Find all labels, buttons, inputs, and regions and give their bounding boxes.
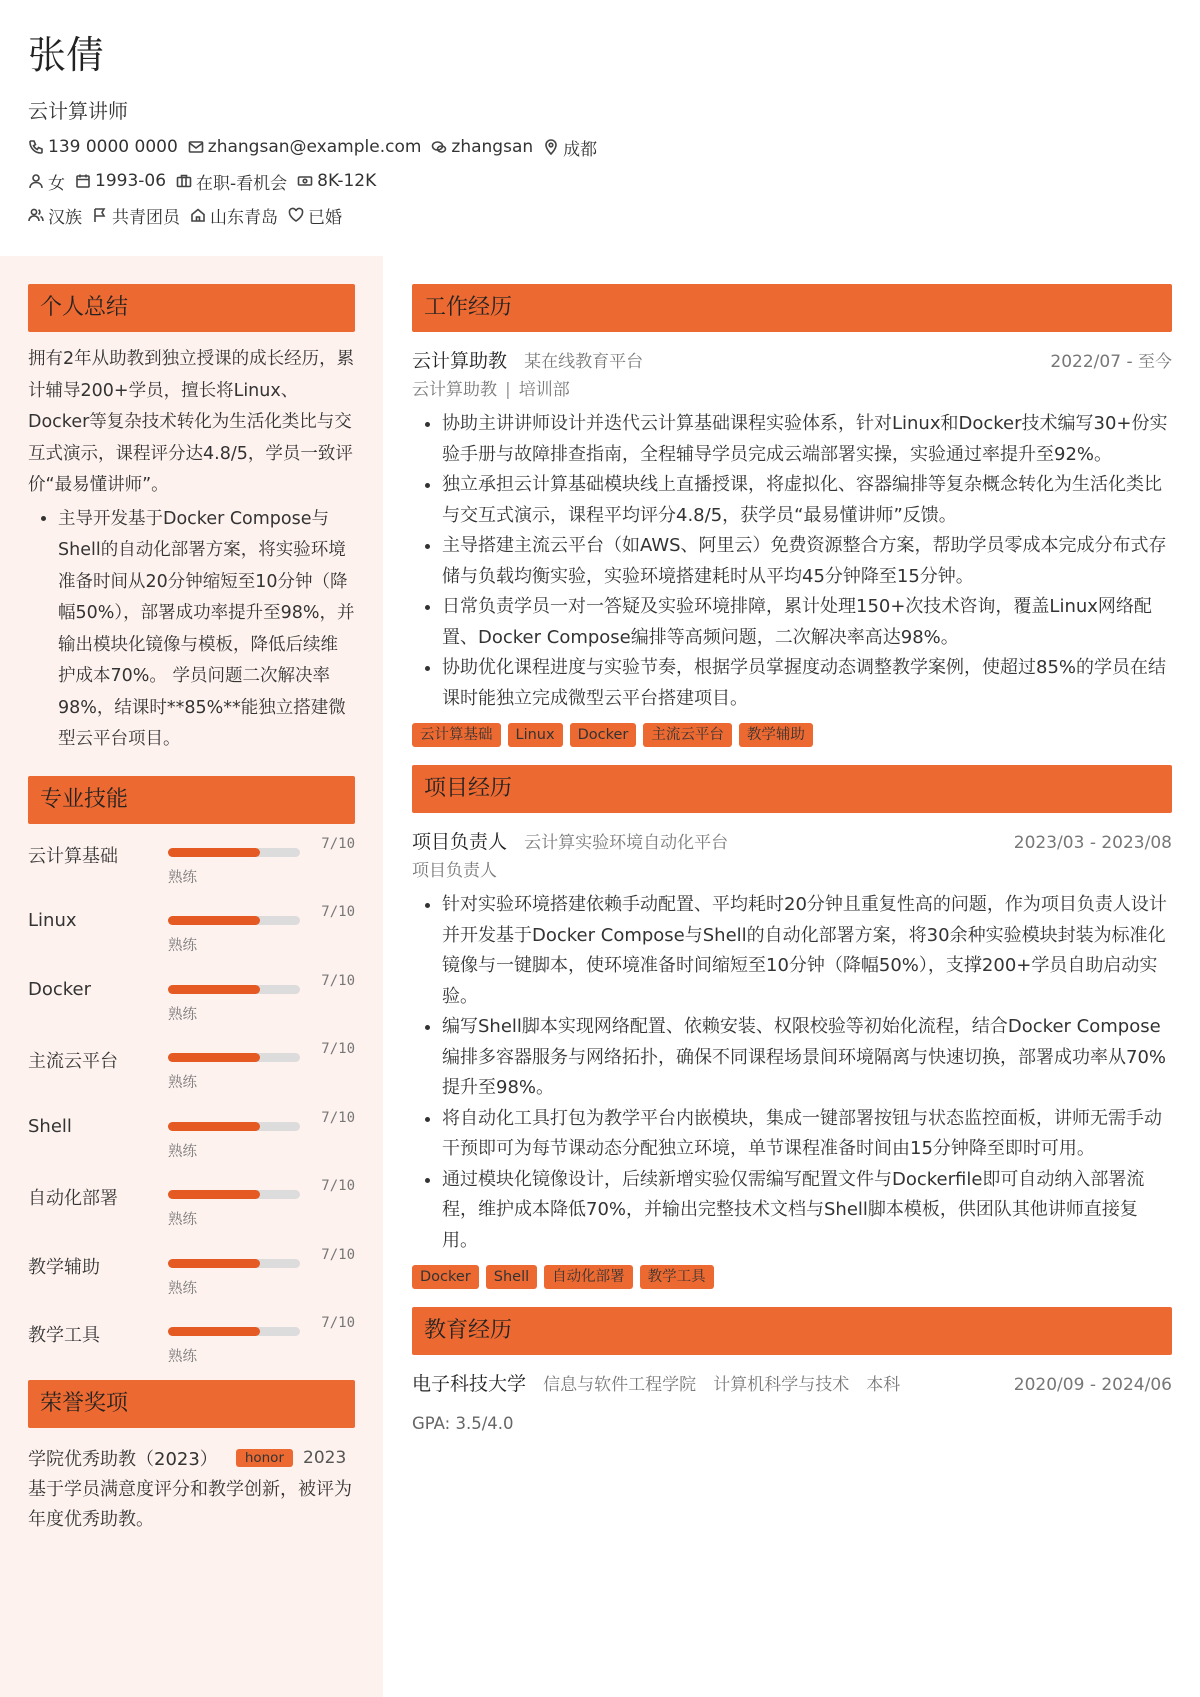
- project-name: 云计算实验环境自动化平台: [524, 833, 729, 853]
- skill-score: 7/10: [321, 1246, 355, 1263]
- skill-level: 熟练: [168, 1212, 197, 1228]
- honor-year: 2023: [303, 1447, 347, 1468]
- skill-row: [28, 1235, 355, 1304]
- separator: |: [505, 380, 511, 400]
- home-icon: [190, 207, 206, 223]
- honor-item: [28, 1445, 355, 1471]
- skill-name: Shell: [28, 1115, 72, 1137]
- honor-description: 基于学员满意度评分和教学创新，被评为年度优秀助教。: [28, 1478, 352, 1530]
- work-org: 某在线教育平台: [524, 352, 644, 372]
- skill-name: 自动化部署: [28, 1188, 118, 1209]
- projects-heading: 项目经历: [412, 765, 1172, 813]
- skill-tag: 云计算基础: [412, 723, 501, 747]
- salary-text: 8K-12K: [317, 171, 377, 191]
- skill-level: 熟练: [168, 1075, 197, 1091]
- skill-bar-fill: [168, 848, 260, 857]
- email-text: zhangsan@example.com: [207, 137, 422, 157]
- skill-name: Docker: [28, 978, 92, 1000]
- job-title: 云计算讲师: [28, 99, 128, 123]
- skills-list: [28, 824, 355, 1372]
- mail-icon: [188, 139, 204, 155]
- work-tags: [412, 723, 1172, 747]
- project-tags: [412, 1265, 1172, 1289]
- skill-tag: 自动化部署: [544, 1265, 633, 1289]
- education-entry-head: [412, 1369, 1172, 1397]
- skill-row: [28, 1166, 355, 1235]
- skill-name: Linux: [28, 910, 77, 931]
- project-bullet: • 通过模块化镜像设计，后续新增实验仅需编写配置文件与Dockerfile即可自动纳入部署流程，维护成本降低70%，并输出完整技术文档与Shell脚本模板，供团队其他讲师直接复用。: [442, 1165, 1172, 1257]
- degree-name: 本科: [866, 1375, 901, 1395]
- skill-bar-fill: [168, 1327, 260, 1336]
- skill-bar-fill: [168, 985, 260, 994]
- honor-name: 学院优秀助教（2023）: [28, 1448, 218, 1470]
- work-role: 云计算助教: [412, 380, 497, 400]
- skill-score: 7/10: [321, 1041, 355, 1057]
- skill-row: [28, 892, 355, 961]
- project-bullet: • 编写Shell脚本实现网络配置、依赖安装、权限校验等初始化流程，结合Docker Compose编排多容器服务与网络拓扑，确保不同课程场景间环境隔离与快速切换，部署成功率从70%提升至98%。: [442, 1012, 1172, 1104]
- gender-text: 女: [48, 173, 65, 194]
- skill-name: 教学辅助: [28, 1256, 100, 1278]
- skill-tag: Docker: [412, 1265, 479, 1289]
- project-bullet: • 将自动化工具打包为教学平台内嵌模块，集成一键部署按钮与状态监控面板，讲师无需手动干预即可为每节课动态分配独立环境，单节课程准备时间由15分钟降至即时可用。: [442, 1104, 1172, 1165]
- birth-item: [75, 171, 166, 191]
- skill-bar-fill: [168, 1259, 260, 1268]
- skill-bar-track: [168, 1053, 300, 1062]
- ethnicity-text: 汉族: [48, 207, 82, 228]
- skill-level: 熟练: [168, 1280, 197, 1297]
- political-text: 共青团员: [112, 207, 180, 228]
- skill-row: [28, 1098, 355, 1167]
- hometown-item: [190, 203, 278, 228]
- gender-item: [28, 169, 65, 194]
- email-item[interactable]: [188, 137, 422, 157]
- project-role: 项目负责人: [412, 861, 497, 881]
- skill-score: 7/10: [321, 835, 355, 852]
- personal-row-2: [28, 204, 1172, 226]
- skill-bar-track: [168, 1190, 300, 1199]
- skill-tag: Shell: [486, 1265, 537, 1289]
- work-bullet: • 主导搭建主流云平台（如AWS、阿里云）免费资源整合方案，帮助学员零成本完成分布式存储与负载均衡实验，实验环境搭建耗时从平均45分钟降至15分钟。: [442, 531, 1172, 592]
- salary-item: [297, 171, 376, 191]
- resume-header: [0, 0, 1200, 256]
- contact-row: [28, 136, 1172, 158]
- work-bullet: • 协助优化课程进度与实验节奏，根据学员掌握度动态调整教学案例，使超过85%的学员在结课时能独立完成微型云平台搭建项目。: [442, 653, 1172, 714]
- skill-bar-fill: [168, 916, 260, 925]
- personal-row-1: [28, 170, 1172, 192]
- skill-bar-fill: [168, 1122, 260, 1131]
- wechat-item[interactable]: [431, 137, 533, 157]
- project-entry-head: [412, 827, 1172, 855]
- summary-bullet: • 主导开发基于Docker Compose与Shell的自动化部署方案，将实验环境准备时间从20分钟缩短至10分钟（降幅50%），部署成功率提升至98%，并输出模块化镜像与模板，降低后续维护成本70%。 学员问题二次解决率98%，结课时**85%**能独立搭建微型云平台项目。: [58, 504, 355, 756]
- work-title: 云计算助教: [412, 350, 508, 372]
- hometown-text: 山东青岛: [210, 207, 278, 228]
- summary-text: 拥有2年从助教到独立授课的成长经历，累计辅导200+学员，擅长将Linux、Docker等复杂技术转化为生活化类比与交互式演示，课程评分达4.8/5，学员一致评价“最易懂讲师”。: [28, 349, 355, 495]
- skill-bar-fill: [168, 1190, 260, 1199]
- skill-bar-track: [168, 1259, 300, 1268]
- summary-heading: 个人总结: [28, 284, 355, 332]
- skills-heading: 专业技能: [28, 776, 355, 824]
- left-column: [28, 284, 355, 1535]
- marital-text: 已婚: [308, 207, 342, 228]
- right-column: [412, 284, 1172, 1433]
- skill-row: [28, 824, 355, 893]
- work-bullets: [412, 409, 1172, 714]
- phone-icon: [28, 139, 44, 155]
- honor-badge: honor: [236, 1449, 293, 1467]
- project-title: 项目负责人: [412, 831, 508, 853]
- skill-bar-track: [168, 916, 300, 925]
- wechat-icon: [431, 139, 447, 155]
- skill-level: 熟练: [168, 1349, 197, 1365]
- phone-item[interactable]: [28, 137, 178, 157]
- skill-tag: 教学工具: [640, 1265, 714, 1289]
- skill-row: [28, 961, 355, 1030]
- work-bullet: • 独立承担云计算基础模块线上直播授课，将虚拟化、容器编排等复杂概念转化为生活化类比与交互式演示，课程平均评分4.8/5，获学员“最易懂讲师”反馈。: [442, 470, 1172, 531]
- skill-row: [28, 1303, 355, 1372]
- skill-tag: 教学辅助: [739, 723, 813, 747]
- work-date: 2022/07 - 至今: [1050, 352, 1172, 372]
- school-name: 电子科技大学: [412, 1373, 527, 1395]
- work-heading: 工作经历: [412, 284, 1172, 332]
- gpa-text: GPA: 3.5/4.0: [412, 1414, 514, 1433]
- skill-bar-track: [168, 1122, 300, 1131]
- flag-icon: [92, 207, 108, 223]
- skill-level: 熟练: [168, 1143, 197, 1160]
- skill-bar-track: [168, 1327, 300, 1336]
- skill-score: 7/10: [321, 904, 355, 920]
- ethnicity-item: [28, 203, 82, 228]
- skill-name: 教学工具: [28, 1325, 100, 1346]
- project-bullet: • 针对实验环境搭建依赖手动配置、平均耗时20分钟且重复性高的问题，作为项目负责人设计并开发基于Docker Compose与Shell的自动化部署方案，将30余种实验模块封装为标准化镜像与一键脚本，使环境准备时间缩短至10分钟（降幅50%），支撑200+学员自助启动实验。: [442, 890, 1172, 1012]
- skill-score: 7/10: [321, 1315, 355, 1331]
- education-heading: 教育经历: [412, 1307, 1172, 1355]
- work-entry-head: [412, 346, 1172, 374]
- education-date: 2020/09 - 2024/06: [1013, 1375, 1172, 1395]
- college-name: 信息与软件工程学院: [543, 1375, 697, 1395]
- summary-bullets: [28, 504, 355, 756]
- candidate-name: 张倩: [28, 33, 105, 77]
- skill-level: 熟练: [168, 938, 197, 954]
- skill-score: 7/10: [321, 1109, 355, 1126]
- skill-tag: Docker: [570, 723, 637, 747]
- status-item: [176, 169, 287, 194]
- work-subline: [412, 377, 1172, 403]
- project-date: 2023/03 - 2023/08: [1013, 833, 1172, 853]
- heart-icon: [288, 207, 304, 223]
- work-bullet: • 协助主讲讲师设计并迭代云计算基础课程实验体系，针对Linux和Docker技术编写30+份实验手册与故障排查指南，全程辅导学员完成云端部署实操，实验通过率提升至92%。: [442, 409, 1172, 470]
- work-bullet: • 日常负责学员一对一答疑及实验环境排障，累计处理150+次技术咨询，覆盖Linux网络配置、Docker Compose编排等高频问题，二次解决率高达98%。: [442, 592, 1172, 653]
- honors-heading: 荣誉奖项: [28, 1380, 355, 1428]
- work-dept: 培训部: [518, 380, 570, 400]
- skill-name: 云计算基础: [28, 845, 118, 867]
- users-icon: [28, 207, 44, 223]
- birth-text: 1993-06: [95, 171, 167, 191]
- skill-row: [28, 1029, 355, 1098]
- skill-level: 熟练: [168, 869, 197, 886]
- project-bullets: [412, 890, 1172, 1256]
- marital-item: [288, 203, 342, 228]
- status-text: 在职-看机会: [196, 173, 288, 194]
- skill-tag: 主流云平台: [643, 723, 732, 747]
- political-item: [92, 203, 180, 228]
- location-item: [543, 135, 597, 160]
- skill-score: 7/10: [321, 972, 355, 989]
- briefcase-icon: [176, 173, 192, 189]
- skill-score: 7/10: [321, 1178, 355, 1194]
- skill-tag: Linux: [508, 723, 563, 747]
- location-pin-icon: [543, 139, 559, 155]
- skill-name: 主流云平台: [28, 1051, 118, 1072]
- major-name: 计算机科学与技术: [713, 1375, 850, 1395]
- phone-text: 139 0000 0000: [48, 137, 178, 157]
- location-text: 成都: [563, 139, 598, 160]
- wechat-text: zhangsan: [451, 137, 534, 157]
- skill-bar-track: [168, 848, 300, 857]
- money-icon: [297, 173, 313, 189]
- skill-bar-fill: [168, 1053, 260, 1062]
- skill-level: 熟练: [168, 1006, 197, 1023]
- calendar-icon: [75, 173, 91, 189]
- user-icon: [28, 173, 44, 189]
- skill-bar-track: [168, 985, 300, 994]
